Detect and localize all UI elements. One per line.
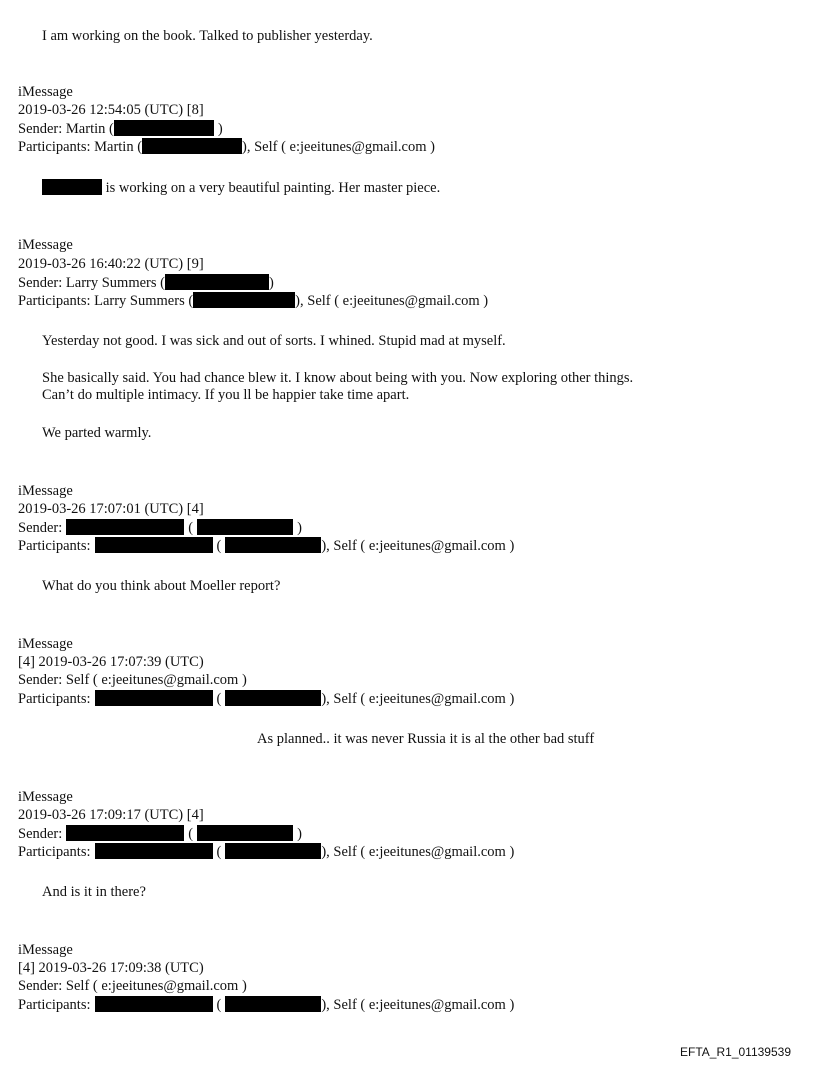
participants-open: ( <box>216 997 222 1013</box>
redaction-box <box>225 996 321 1012</box>
message-meta: 2019-03-26 12:54:05 (UTC) [8] <box>18 102 204 118</box>
sender-label: Sender: <box>18 826 63 842</box>
message-body: She basically said. You had chance blew it. I know about being with you. Now exploring other things. Can’t do multiple intimacy. If you ll be happier take time apart. <box>42 370 634 403</box>
redaction-box <box>225 843 321 859</box>
participants-label: Participants: <box>18 844 91 860</box>
document-id-footer: EFTA_R1_01139539 <box>680 1045 791 1059</box>
message-service: iMessage <box>18 84 73 100</box>
sender-label: Sender: Martin ( <box>18 121 114 137</box>
participants-line <box>18 138 435 156</box>
participants-open: ( <box>216 844 222 860</box>
sender-label: Sender: Larry Summers ( <box>18 275 165 291</box>
participants-open: ( <box>216 538 222 554</box>
redaction-box <box>193 292 295 308</box>
message-meta: [4] 2019-03-26 17:09:38 (UTC) <box>18 960 204 976</box>
message-body <box>42 179 440 197</box>
redaction-box <box>165 274 269 290</box>
sender-open: ( <box>188 826 194 842</box>
participants-rest: ), Self ( e:jeeitunes@gmail.com ) <box>321 844 515 860</box>
message-body: We parted warmly. <box>42 425 152 441</box>
participants-rest: ), Self ( e:jeeitunes@gmail.com ) <box>321 538 515 554</box>
message-body: As planned.. it was never Russia it is al the other bad stuff <box>257 731 595 747</box>
message-service: iMessage <box>18 636 73 652</box>
participants-rest: ), Self ( e:jeeitunes@gmail.com ) <box>295 293 489 309</box>
message-meta: [4] 2019-03-26 17:07:39 (UTC) <box>18 654 204 670</box>
sender-label: Sender: <box>18 520 63 536</box>
participants-label: Participants: Larry Summers ( <box>18 293 194 309</box>
message-body-text: is working on a very beautiful painting. Her master piece. <box>105 180 441 196</box>
sender-close: ) <box>268 275 274 291</box>
participants-line <box>18 996 514 1014</box>
sender-line <box>18 120 223 138</box>
sender-line <box>18 825 302 843</box>
message-body: And is it in there? <box>42 884 146 900</box>
participants-rest: ), Self ( e:jeeitunes@gmail.com ) <box>321 997 515 1013</box>
sender-line: Sender: Self ( e:jeeitunes@gmail.com ) <box>18 978 247 994</box>
message-meta: 2019-03-26 17:09:17 (UTC) [4] <box>18 807 204 823</box>
sender-open: ( <box>188 520 194 536</box>
message-service: iMessage <box>18 789 73 805</box>
participants-label: Participants: <box>18 997 91 1013</box>
participants-label: Participants: <box>18 691 91 707</box>
redaction-box <box>142 138 242 154</box>
redaction-box <box>225 690 321 706</box>
message-body: I am working on the book. Talked to publisher yesterday. <box>42 28 373 44</box>
sender-close: ) <box>297 826 302 842</box>
message-meta: 2019-03-26 17:07:01 (UTC) [4] <box>18 501 204 517</box>
participants-label: Participants: Martin ( <box>18 139 143 155</box>
participants-label: Participants: <box>18 538 91 554</box>
message-service: iMessage <box>18 483 73 499</box>
redaction-box <box>95 843 213 859</box>
participants-rest: ), Self ( e:jeeitunes@gmail.com ) <box>321 691 515 707</box>
redaction-box <box>95 537 213 553</box>
message-service: iMessage <box>18 237 73 253</box>
message-service: iMessage <box>18 942 73 958</box>
sender-line: Sender: Self ( e:jeeitunes@gmail.com ) <box>18 672 247 688</box>
participants-line <box>18 690 514 708</box>
redaction-box <box>66 519 184 535</box>
redaction-box <box>197 825 293 841</box>
sender-line <box>18 274 274 292</box>
sender-close: ) <box>297 520 302 536</box>
participants-line <box>18 537 514 555</box>
participants-open: ( <box>216 691 222 707</box>
redaction-box <box>225 537 321 553</box>
redaction-box <box>95 690 213 706</box>
sender-line <box>18 519 302 537</box>
message-body: Yesterday not good. I was sick and out of sorts. I whined. Stupid mad at myself. <box>42 333 506 349</box>
message-meta: 2019-03-26 16:40:22 (UTC) [9] <box>18 256 204 272</box>
participants-line <box>18 843 514 861</box>
redaction-box <box>114 120 214 136</box>
participants-rest: ), Self ( e:jeeitunes@gmail.com ) <box>242 139 435 155</box>
redaction-box <box>42 179 102 195</box>
sender-close: ) <box>217 121 223 137</box>
redaction-box <box>95 996 213 1012</box>
message-body: What do you think about Moeller report? <box>42 578 281 594</box>
redaction-box <box>66 825 184 841</box>
participants-line <box>18 292 488 310</box>
redaction-box <box>197 519 293 535</box>
